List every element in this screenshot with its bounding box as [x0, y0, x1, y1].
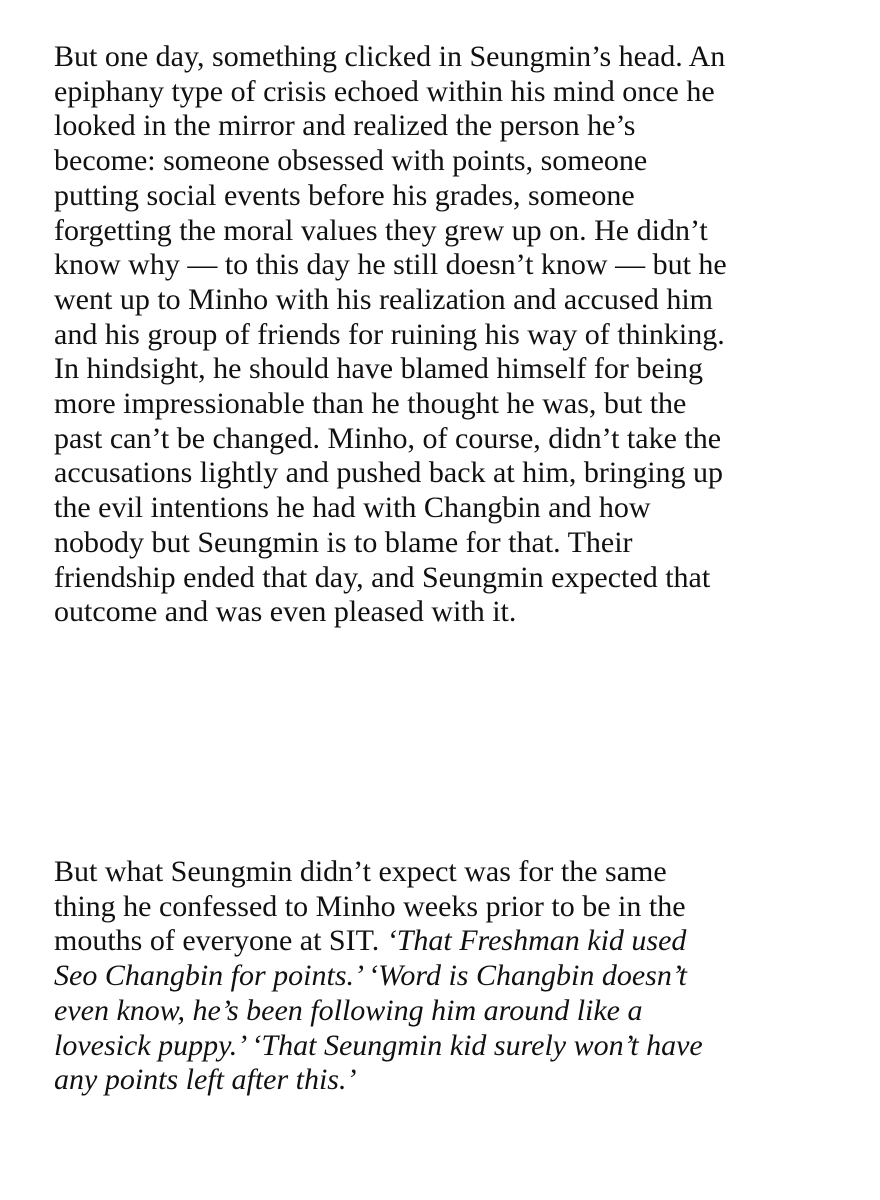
- paragraph-1-line: went up to Minho with his realization and accused him: [54, 282, 714, 316]
- paragraph-2-line: thing he confessed to Minho weeks prior to be in the: [54, 889, 686, 923]
- paragraph-2-plain-text: mouths of everyone at SIT.: [54, 924, 387, 958]
- paragraph-1-line: But one day, something clicked in Seungmin’s head. An: [54, 40, 726, 73]
- paragraph-2-italic-line: Seo Changbin for points.’ ‘Word is Changbin doesn’t: [54, 959, 687, 993]
- paragraph-1: [54, 40, 844, 630]
- paragraph-1-line: outcome and was even pleased with it.: [54, 595, 517, 629]
- paragraph-2-italic-line: even know, he’s been following him around like a: [54, 993, 643, 1027]
- paragraph-1-line: know why — to this day he still doesn’t know — but he: [54, 248, 727, 282]
- paragraph-2-italic-quote: ‘That Freshman kid used: [386, 924, 687, 958]
- paragraph-1-line: forgetting the moral values they grew up on. He didn’t: [54, 213, 708, 247]
- paragraph-2-mixed-line: [54, 924, 844, 959]
- paragraph-1-line: become: someone obsessed with points, someone: [54, 144, 648, 178]
- paragraph-1-line: accusations lightly and pushed back at him, bringing up: [54, 456, 724, 490]
- paragraph-2-line: But what Seungmin didn’t expect was for the same: [54, 855, 667, 888]
- paragraph-1-line: past can’t be changed. Minho, of course, didn’t take the: [54, 421, 722, 455]
- paragraph-2-italic-line: lovesick puppy.’ ‘That Seungmin kid surely won’t have: [54, 1028, 703, 1062]
- paragraph-1-line: more impressionable than he thought he was, but the: [54, 387, 687, 421]
- paragraph-1-line: friendship ended that day, and Seungmin expected that: [54, 560, 711, 594]
- paragraph-1-line: nobody but Seungmin is to blame for that. Their: [54, 525, 633, 559]
- paragraph-2-italic-line: any points left after this.’: [54, 1063, 357, 1097]
- paragraph-1-line: In hindsight, he should have blamed himself for being: [54, 352, 704, 386]
- paragraph-2: [54, 855, 844, 1098]
- paragraph-1-line: and his group of friends for ruining his way of thinking.: [54, 317, 725, 351]
- paragraph-1-line: putting social events before his grades, someone: [54, 178, 635, 212]
- paragraph-1-line: the evil intentions he had with Changbin and how: [54, 491, 651, 525]
- paragraph-1-line: epiphany type of crisis echoed within his mind once he: [54, 74, 715, 108]
- paragraph-1-line: looked in the mirror and realized the person he’s: [54, 109, 636, 143]
